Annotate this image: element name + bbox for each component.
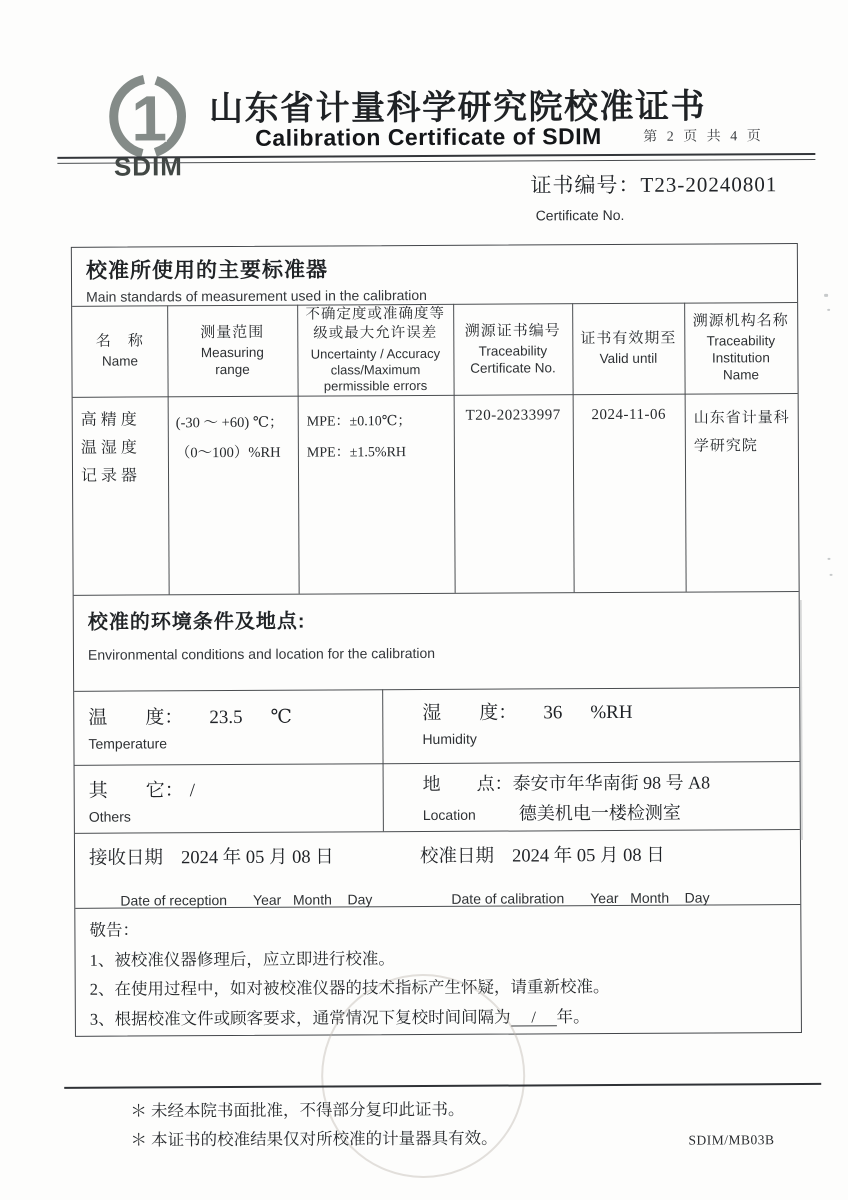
cell-mpe: MPE：±0.10℃； MPE：±1.5%RH (306, 414, 412, 461)
calibration-label-zh: 校准日期 (419, 846, 495, 868)
notice-section (89, 912, 785, 1034)
notice-item-3-text: 3、根据校准文件或顾客要求，通常情况下复校时间间隔为 (89, 1007, 511, 1029)
cell-institution: 山东省计量科学研究院 (693, 410, 790, 455)
certificate-number-label: 证书编号： (530, 172, 641, 198)
notice-item-3-suffix: 年。 (556, 1007, 590, 1027)
location-label-zh: 地 点： (422, 773, 513, 795)
temperature-unit: ℃ (270, 706, 292, 728)
calibration-date-value: 2024 年 05 月 08 日 (511, 845, 665, 867)
grid-line (75, 761, 800, 766)
others-label-zh: 其 它： (88, 780, 184, 802)
col-header-trace-cert (453, 303, 572, 395)
cell-trace-cert-no: T20-20233997 (465, 407, 561, 424)
col-header-zh: 不确定度或准确度等 级或最大允许误差 (305, 305, 445, 342)
reception-label-en: Date of reception (120, 892, 228, 909)
reception-date-units-en: Year Month Day (252, 891, 373, 908)
notice-title: 敬告： (89, 920, 139, 940)
environment-title-en: Environmental conditions and location for the calibration (87, 644, 436, 663)
footer-note-1: ＊ 未经本院书面批准，不得部分复印此证书。 (130, 1099, 465, 1121)
certificate-title-zh: 山东省计量科学研究院校准证书 (209, 88, 707, 129)
humidity-value: 36 (543, 702, 563, 724)
page-number: 第 2 页 共 4 页 (643, 129, 764, 145)
grid-line (74, 687, 799, 692)
sdim-logo-graphic (93, 73, 204, 180)
sdim-logo-icon (93, 73, 204, 180)
others-field (89, 774, 374, 824)
cell-standard-name: 高精度温湿度记录器 (80, 411, 142, 485)
environment-title-zh: 校准的环境条件及地点: (87, 610, 306, 634)
footer-note-2: ＊ 本证书的校准结果仅对所校准的计量器具有效。 (130, 1128, 498, 1150)
notice-item-3-blank: / (511, 1008, 557, 1027)
col-header-valid-until (572, 303, 684, 395)
notice-item-2: 2、在使用过程中，如对被校准仪器的技术指标产生怀疑，请重新校准。 (89, 977, 610, 1000)
location-value-line1: 泰安市年华南街 98 号 A8 (512, 772, 711, 794)
notice-item-1: 1、被校准仪器修理后，应立即进行校准。 (89, 948, 395, 970)
temperature-label-zh: 温 度： (88, 707, 184, 729)
environment-section-title (88, 604, 435, 663)
cell-valid-until: 2024-11-06 (591, 406, 666, 424)
col-header-en: Traceability Institution Name (706, 333, 776, 383)
reception-label-zh: 接收日期 (88, 848, 164, 869)
humidity-unit: %RH (590, 701, 633, 724)
footer-notes (130, 1096, 497, 1156)
col-header-zh: 测量范围 (200, 323, 265, 341)
col-header-zh: 名 称 (95, 332, 144, 350)
certificate-number (530, 168, 777, 199)
humidity-label-en: Humidity (422, 730, 477, 748)
standards-table (71, 243, 802, 1037)
logo-wordmark: SDIM (113, 151, 183, 180)
col-header-uncertainty (297, 304, 453, 396)
standards-title-zh: 校准所使用的主要标准器 (85, 258, 329, 283)
location-field (423, 768, 795, 826)
scan-speck (824, 294, 828, 297)
cell-measuring-range: (-30 ～ +60) ℃； （0～100）%RH (175, 414, 284, 462)
scan-speck (827, 558, 830, 560)
date-of-calibration-field (420, 840, 790, 923)
col-header-name (72, 305, 167, 396)
humidity-field (422, 696, 752, 747)
others-value: / (189, 780, 196, 802)
col-header-en: Traceability Certificate No. (470, 343, 556, 376)
col-header-en: Measuring range (200, 344, 264, 377)
temperature-label-en: Temperature (88, 735, 168, 752)
scan-speck (830, 574, 833, 576)
grid-line (382, 689, 384, 831)
calibration-label-en: Date of calibration (451, 890, 565, 907)
col-header-zh: 溯源证书编号 (464, 321, 561, 340)
standards-title-en: Main standards of measurement used in the calibration (86, 286, 427, 305)
temperature-value: 23.5 (209, 706, 243, 729)
calibration-date-units-en: Year Month Day (590, 889, 710, 907)
location-label-en: Location (422, 806, 476, 824)
col-header-en: Uncertainty / Accuracy class/Maximum permissible errors (310, 345, 441, 394)
certificate-number-value: T23-20240801 (640, 172, 778, 197)
col-header-zh: 溯源机构名称 (692, 312, 789, 330)
others-label-en: Others (88, 808, 131, 825)
notice-item-3 (90, 1001, 785, 1034)
date-of-reception-field (89, 842, 409, 925)
grid-line (75, 829, 800, 834)
col-header-en: Name (101, 353, 138, 369)
standards-section-title (86, 253, 427, 305)
reception-date-value: 2024 年 05 月 08 日 (180, 847, 334, 869)
scan-edge-smudge (799, 600, 803, 840)
col-header-range (167, 305, 297, 397)
col-header-zh: 证书有效期至 (580, 329, 677, 348)
scan-speck (827, 309, 830, 311)
form-number: SDIM/MB03B (688, 1132, 775, 1148)
temperature-field (88, 701, 373, 751)
certificate-number-label-en: Certificate No. (535, 206, 625, 224)
col-header-institution (684, 302, 797, 394)
col-header-en: Valid until (599, 350, 658, 367)
logo-one-glyph: 1 (131, 82, 168, 155)
certificate-title-en: Calibration Certificate of SDIM (255, 123, 602, 151)
location-value-line2: 德美机电一楼检测室 (518, 802, 681, 824)
footer-rule (64, 1083, 821, 1089)
humidity-label-zh: 湿 度： (422, 702, 518, 725)
